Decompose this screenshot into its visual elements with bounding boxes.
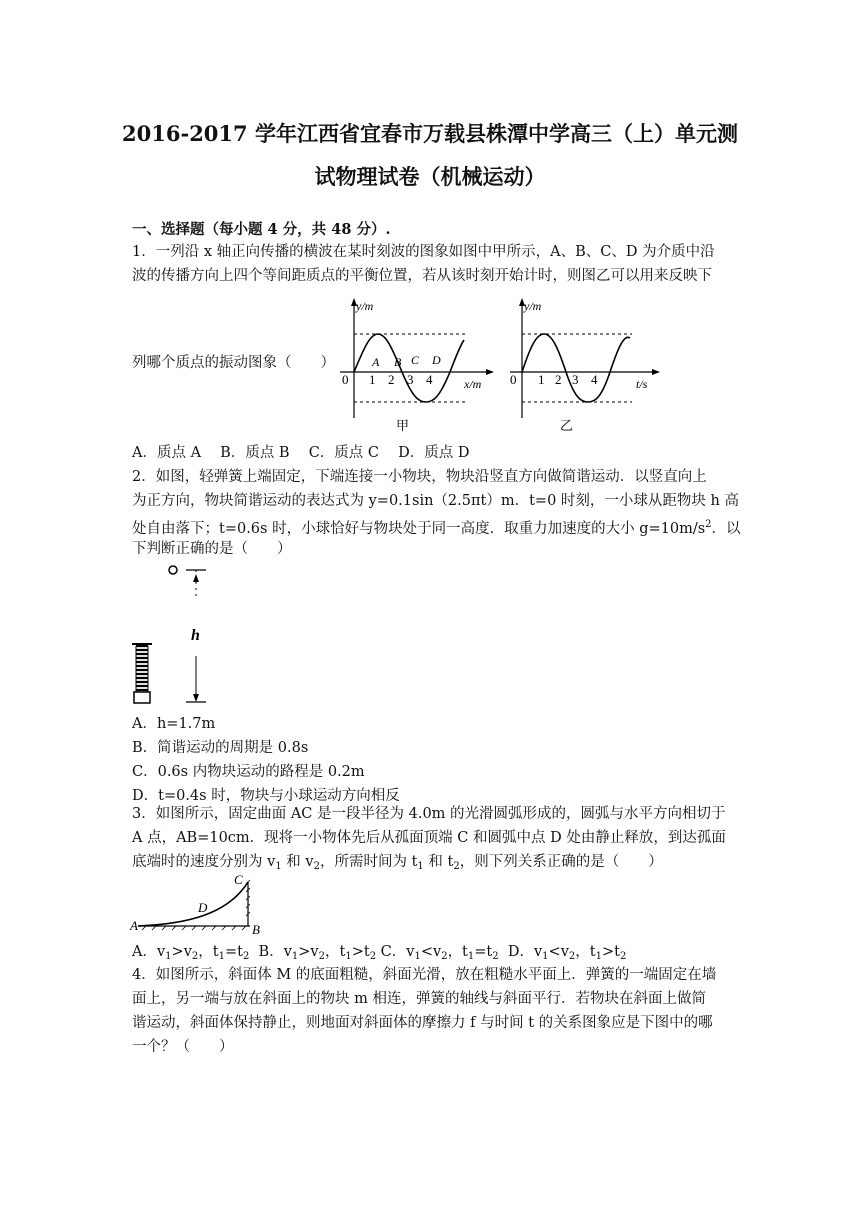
- q2-line3: 处自由落下；t=0.6s 时，小球恰好与物块处于同一高度．取重力加速度的大小 $g=10m/s^2$．以: [132, 519, 741, 537]
- q1-line1: 1．一列沿 x 轴正向传播的横波在某时刻波的图象如图中甲所示，A、B、C、D 为介质中沿: [132, 244, 715, 260]
- q4-line2: 面上，另一端与放在斜面上的物块 m 相连，弹簧的轴线与斜面平行．若物块在斜面上做简: [132, 991, 706, 1007]
- title-line1: 2016-2017 学年江西省宜春市万载县株潭中学高三（上）单元测: [122, 121, 738, 146]
- q2-line4: 下判断正确的是（ ）: [132, 541, 292, 557]
- q1-line3: 列哪个质点的振动图象（ ）: [132, 355, 335, 371]
- jia-xlabel: x/m: [464, 377, 482, 391]
- yi-caption: 乙: [560, 418, 574, 433]
- q3-label-a: A: [130, 918, 138, 933]
- jia-ylabel: y/m: [356, 299, 374, 313]
- q3-line1: 3．如图所示，固定曲面 AC 是一段半径为 4.0m 的光滑圆弧形成的，圆弧与水平方向相切于: [132, 806, 726, 822]
- section-heading: 一、选择题（每小题 4 分，共 48 分）.: [132, 221, 391, 238]
- q3-line3: 底端时的速度分别为 $v_1$ 和 $v_2$，所需时间为 $t_1$ 和 $t_2$，则下列关系正确的是（ ）: [132, 854, 663, 872]
- yi-tick-2: 2: [555, 372, 562, 387]
- jia-tick-3: 3: [407, 372, 414, 387]
- q3-line2: A 点，AB=10cm．现将一小物体先后从孤面顶端 C 和圆弧中点 D 处由静止释放，到达孤面: [132, 830, 726, 846]
- jia-tick-1: 1: [369, 372, 376, 387]
- title-line2: 试物理试卷（机械运动）: [314, 164, 546, 189]
- jia-origin: 0: [342, 372, 349, 387]
- q2-option-c: C．0.6s 内物块运动的路程是 0.2m: [132, 764, 365, 780]
- q1-figure-yi: [506, 294, 666, 438]
- q2-option-b: B．简谐运动的周期是 0.8s: [132, 740, 309, 756]
- q3-label-c: C: [234, 872, 243, 887]
- q2-line2: 为正方向，物块简谐运动的表达式为 y=0.1sin（2.5πt）m．t=0 时刻，一小球从距物块 h 高: [132, 493, 739, 509]
- jia-point-b: B: [394, 355, 402, 369]
- q1-options: A．质点 A B．质点 B C．质点 C D．质点 D: [132, 445, 470, 461]
- jia-tick-2: 2: [388, 372, 395, 387]
- q4-line3: 谐运动，斜面体保持静止，则地面对斜面体的摩擦力 f 与时间 t 的关系图象应是下图中的哪: [132, 1015, 713, 1031]
- yi-xlabel: t/s: [636, 377, 648, 391]
- yi-tick-4: 4: [591, 372, 598, 387]
- q1-figure-jia: [336, 294, 496, 438]
- q2-line1: 2．如图，轻弹簧上端固定，下端连接一小物块，物块沿竖直方向做简谐运动．以竖直向上: [132, 469, 707, 485]
- q2-h-label: h: [191, 627, 200, 644]
- q2-figure: [128, 560, 218, 710]
- jia-caption: 甲: [396, 418, 410, 433]
- yi-tick-1: 1: [538, 372, 545, 387]
- jia-tick-4: 4: [426, 372, 433, 387]
- q3-label-d: D: [198, 900, 208, 915]
- yi-ylabel: y/m: [524, 299, 542, 313]
- q2-option-a: A．h=1.7m: [132, 716, 216, 732]
- q4-line4: 一个？（ ）: [132, 1039, 234, 1055]
- q3-label-b: B: [252, 922, 260, 936]
- jia-point-a: A: [372, 355, 380, 369]
- jia-point-c: C: [411, 353, 420, 367]
- q3-figure: [128, 870, 268, 936]
- yi-tick-3: 3: [572, 372, 579, 387]
- q1-line2: 波的传播方向上四个等间距质点的平衡位置，若从该时刻开始计时，则图乙可以用来反映下: [132, 268, 712, 284]
- q4-line1: 4．如图所示，斜面体 M 的底面粗糙，斜面光滑，放在粗糙水平面上．弹簧的一端固定在墙: [132, 967, 717, 983]
- jia-point-d: D: [432, 353, 441, 367]
- q3-options: A．$v_1>v_2$，$t_1=t_2$ B．$v_1>v_2$，$t_1>t_2$ C．$v_1<v_2$，$t_1=t_2$ D．$v_1<v_2$，$t_1>t_2$: [132, 944, 627, 962]
- yi-origin: 0: [510, 372, 517, 387]
- q2-option-d: D．t=0.4s 时，物块与小球运动方向相反: [132, 788, 400, 804]
